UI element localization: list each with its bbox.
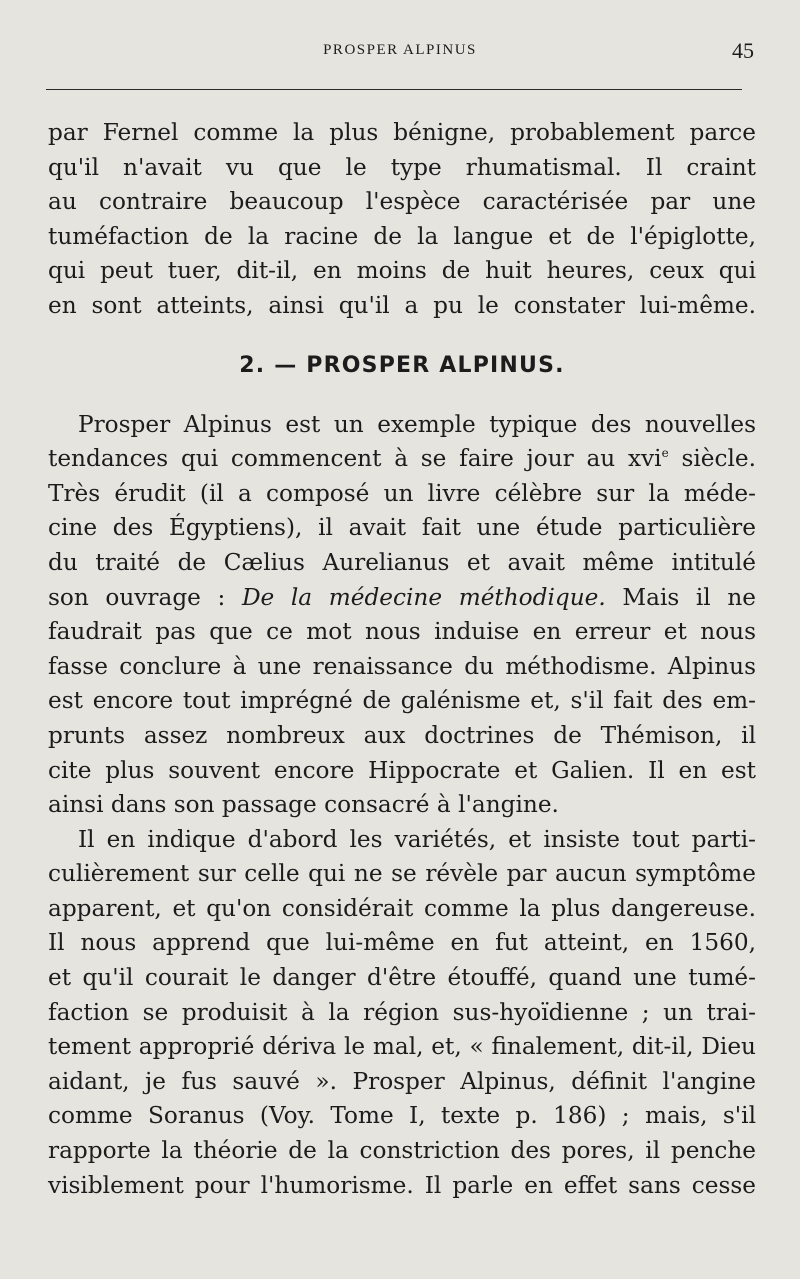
running-head	[46, 38, 754, 68]
text-line: prunts assez nombreux aux doctrines de Thémison, il	[48, 721, 756, 749]
text-line: culièrement sur celle qui ne se révèle par aucun symptôme	[48, 860, 756, 888]
text-line: Il nous apprend que lui-même en fut atteint, en 1560,	[48, 929, 756, 957]
text-line: Il en indique d'abord les variétés, et insiste tout parti-	[78, 825, 756, 853]
text-line: cite plus souvent encore Hippocrate et Galien. Il en est	[48, 756, 756, 784]
paragraph-1	[48, 116, 756, 324]
text-fragment: tendances qui commencent à se faire jour au xvi	[48, 445, 662, 473]
text-line	[48, 581, 756, 616]
book-title-italic: De la médecine méthodique.	[241, 583, 606, 611]
text-line: rapporte la théorie de la constriction des pores, il penche	[48, 1137, 756, 1165]
text-line: Très érudit (il a composé un livre célèbre sur la méde-	[48, 479, 756, 507]
section-heading: 2. — PROSPER ALPINUS.	[239, 352, 565, 378]
text-line: aidant, je fus sauvé ». Prosper Alpinus, définit l'angine	[48, 1067, 756, 1095]
text-line: visiblement pour l'humorisme. Il parle en effet sans cesse	[48, 1171, 756, 1199]
text-fragment: siècle.	[668, 445, 756, 473]
text-line: tuméfaction de la racine de la langue et de l'épiglotte,	[48, 222, 756, 250]
text-line: est encore tout imprégné de galénisme et, s'il fait des em-	[48, 687, 756, 715]
text-line: fasse conclure à une renaissance du méthodisme. Alpinus	[48, 652, 756, 680]
page-number: 45	[732, 38, 754, 63]
superscript: e	[661, 446, 669, 461]
text-line: au contraire beaucoup l'espèce caractérisée par une	[48, 188, 756, 216]
text-line: qu'il n'avait vu que le type rhumatismal. Il craint	[48, 153, 756, 181]
text-line: apparent, et qu'on considérait comme la plus dangereuse.	[48, 894, 756, 922]
body-text	[48, 116, 756, 1203]
text-line: tement approprié dériva le mal, et, « finalement, dit-il, Dieu	[48, 1033, 756, 1061]
text-line: du traité de Cælius Aurelianus et avait même intitulé	[48, 548, 756, 576]
text-line: cine des Égyptiens), il avait fait une étude particulière	[48, 514, 756, 542]
text-fragment: Mais il ne	[605, 583, 757, 611]
running-title: PROSPER ALPINUS	[323, 42, 477, 58]
text-line: comme Soranus (Voy. Tome I, texte p. 186) ; mais, s'il	[48, 1102, 756, 1130]
header-rule	[46, 89, 742, 90]
text-line: faudrait pas que ce mot nous induise en erreur et nous	[48, 618, 756, 646]
text-line: par Fernel comme la plus bénigne, probablement parce	[48, 119, 756, 146]
text-line: qui peut tuer, dit-il, en moins de huit heures, ceux qui	[48, 257, 756, 285]
text-fragment: son ouvrage :	[48, 583, 242, 611]
paragraph-3	[48, 823, 756, 1204]
text-line: et qu'il courait le danger d'être étouffé, quand une tumé-	[48, 964, 756, 992]
text-line: Prosper Alpinus est un exemple typique des nouvelles	[78, 410, 756, 438]
text-line	[48, 442, 756, 477]
text-line: ainsi dans son passage consacré à l'angine.	[48, 791, 559, 819]
text-line: en sont atteints, ainsi qu'il a pu le constater lui-même.	[48, 291, 756, 319]
paragraph-2	[48, 408, 756, 823]
text-line: faction se produisit à la région sus-hyoïdienne ; un trai-	[48, 998, 756, 1026]
